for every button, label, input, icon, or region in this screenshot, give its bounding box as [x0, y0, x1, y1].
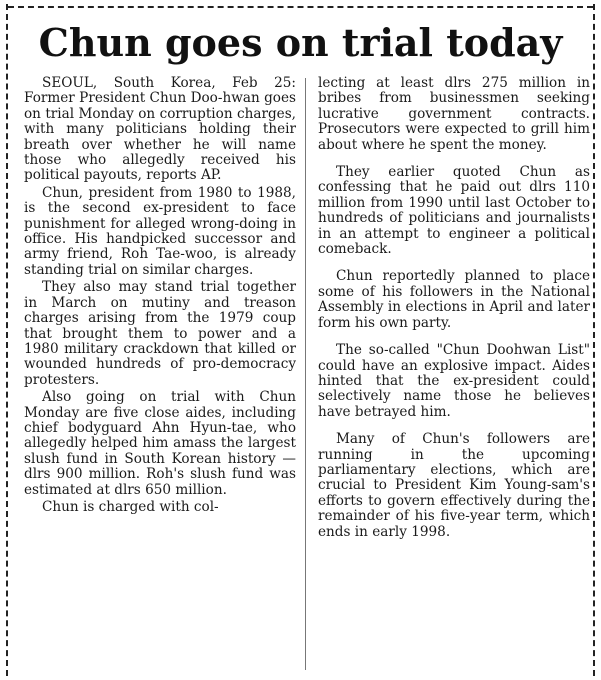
- article-paragraph: Also going on trial with Chun Monday are five close aides, including chief bodyguard Ahn Hyun-tae, who allegedly helped him amass the largest slush fund in South Korean history — dlrs 900 million. Roh's slush fund was estimated at dlrs 650 million.: [24, 389, 296, 498]
- article-paragraph: The so-called "Chun Doohwan List" could have an explosive impact. Aides hinted that the ex-president could selectively name those he believes have betrayed him.: [318, 342, 590, 420]
- article-paragraph: SEOUL, South Korea, Feb 25: Former President Chun Doo-hwan goes on trial Monday on corruption charges, with many politicians holding their breath over whether he will name those who allegedly received his political payouts, reports AP.: [24, 75, 296, 184]
- left-column: [24, 76, 296, 515]
- headline: Chun goes on trial today: [38, 20, 563, 65]
- article-paragraph: Chun is charged with col-: [42, 498, 219, 515]
- article-paragraph: Chun reportedly planned to place some of his followers in the National Assembly in elections in April and later form his own party.: [318, 268, 590, 331]
- newspaper-clipping: [6, 4, 595, 676]
- column-divider: [305, 78, 306, 670]
- article-paragraph: Chun, president from 1980 to 1988, is the second ex-president to face punishment for alleged wrong-doing in office. His handpicked successor and army friend, Roh Tae-woo, is already standing trial on similar charges.: [24, 184, 296, 278]
- article-paragraph: They also may stand trial together in March on mutiny and treason charges arising from the 1979 coup that brought them to power and a 1980 military crackdown that killed or wounded hundreds of pro-democracy protesters.: [24, 279, 296, 388]
- right-column: [318, 76, 590, 552]
- clipping-top-border: [8, 6, 593, 8]
- article-paragraph: lecting at least dlrs 275 million in bribes from businessmen seeking lucrative government contracts. Prosecutors were expected to grill him about where he spent the money.: [318, 75, 590, 153]
- article-paragraph: Many of Chun's followers are running in the upcoming parliamentary elections, which are crucial to President Kim Young-sam's efforts to govern effectively during the remainder of his five-year term, which ends in early 1998.: [318, 431, 590, 540]
- article-paragraph: They earlier quoted Chun as confessing that he paid out dlrs 110 million from 1990 until last October to hundreds of politicians and journalists in an attempt to engineer a political comeback.: [318, 164, 590, 258]
